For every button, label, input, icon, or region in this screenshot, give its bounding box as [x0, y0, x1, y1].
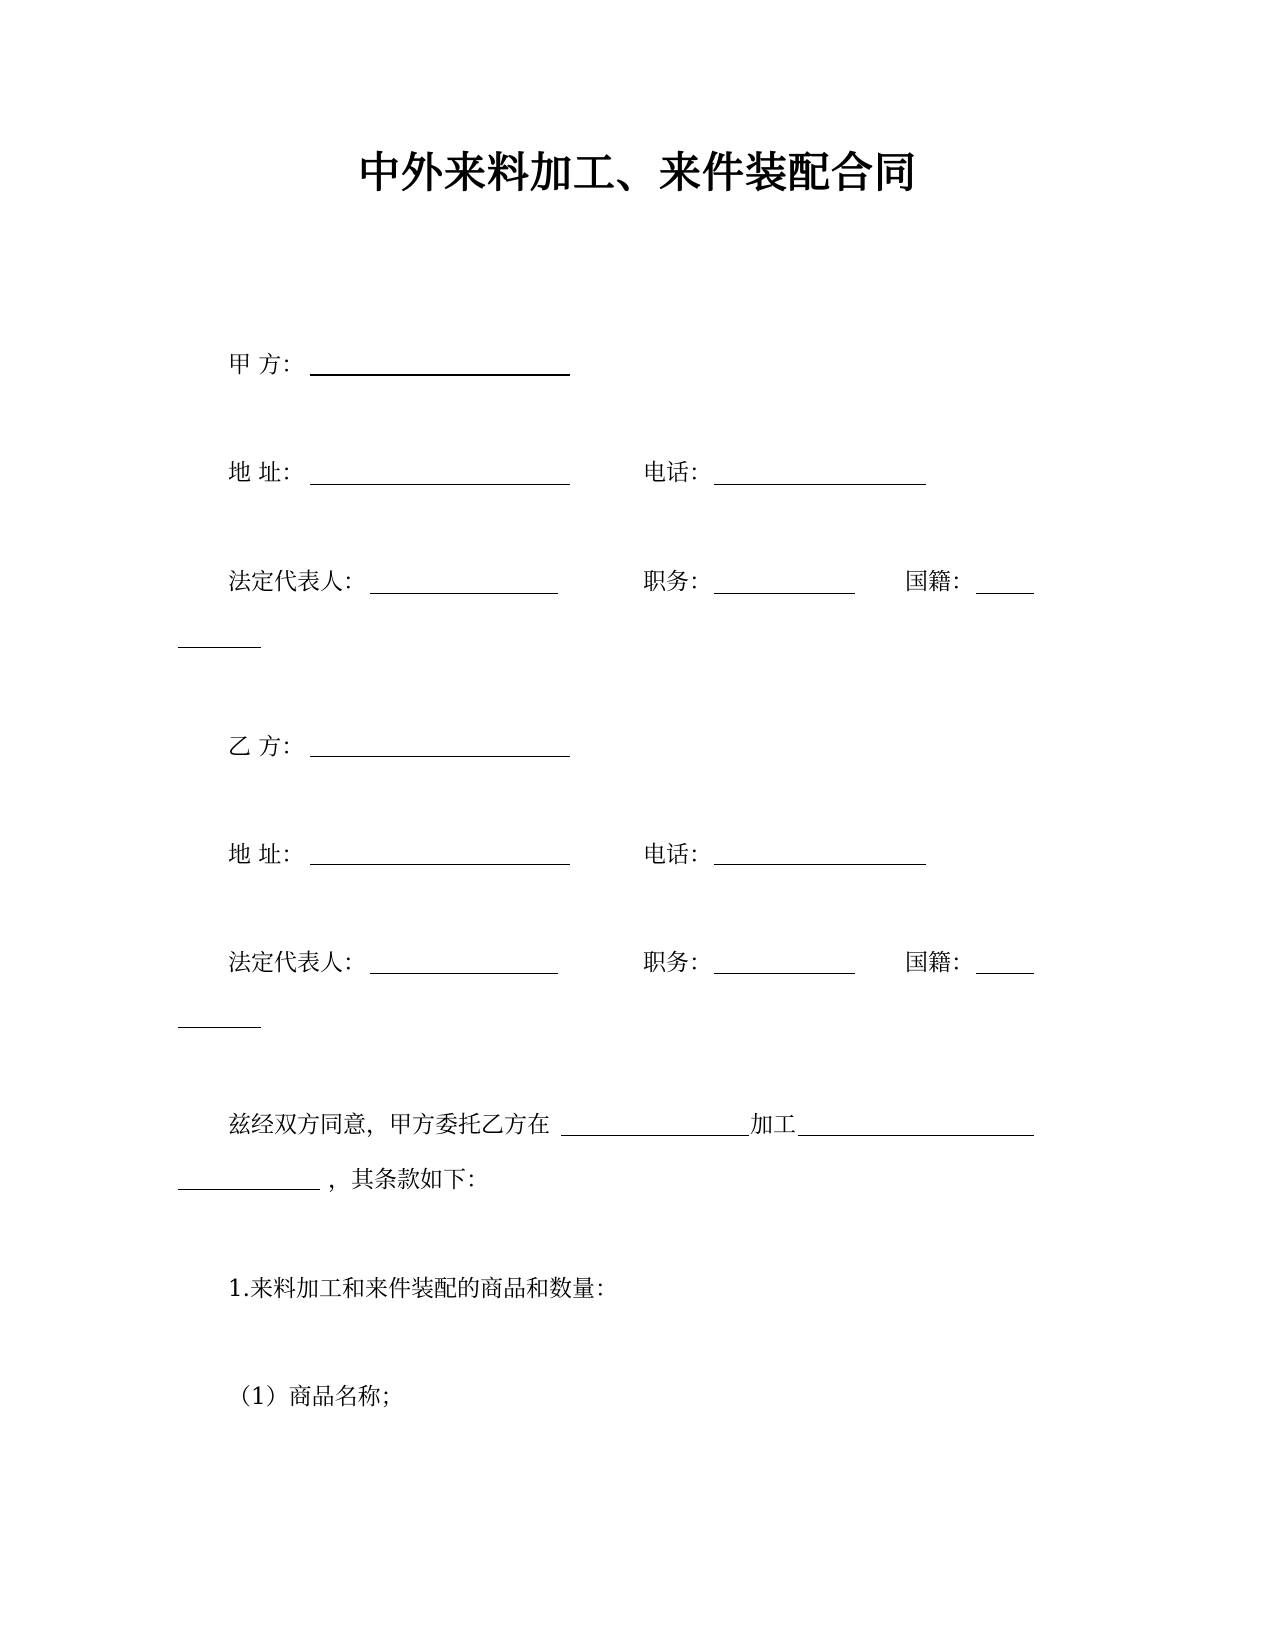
intro-text-1: 兹经双方同意，甲方委托乙方在 [228, 1112, 550, 1138]
intro-text-2: 加工 [750, 1112, 796, 1138]
clause-1-item-1: （1）商品名称； [228, 1384, 404, 1410]
party-b-blank[interactable] [310, 756, 570, 757]
party-a-legal-rep-label: 法定代表人： [228, 569, 366, 595]
party-b-nationality-blank-cont[interactable] [178, 1027, 261, 1028]
party-b-address-label: 地 址： [228, 842, 305, 868]
party-a-address-blank[interactable] [310, 484, 570, 485]
party-b-label: 乙 方： [228, 734, 305, 760]
party-b-nationality-label: 国籍： [905, 950, 974, 976]
party-a-position-blank[interactable] [714, 593, 855, 594]
party-a-nationality-blank[interactable] [976, 593, 1034, 594]
party-a-nationality-label: 国籍： [905, 569, 974, 595]
party-a-position-label: 职务： [643, 569, 712, 595]
intro-text-3: ，其条款如下： [328, 1167, 489, 1193]
party-a-legal-rep-blank[interactable] [370, 593, 558, 594]
party-b-nationality-blank[interactable] [976, 973, 1034, 974]
processing-item-blank-cont[interactable] [178, 1189, 320, 1190]
party-a-phone-blank[interactable] [714, 484, 926, 485]
party-b-position-blank[interactable] [714, 973, 855, 974]
party-b-address-blank[interactable] [310, 864, 570, 865]
processing-location-blank[interactable] [561, 1135, 749, 1136]
party-a-blank[interactable] [310, 374, 570, 376]
party-a-phone-label: 电话： [643, 460, 712, 486]
document-title: 中外来料加工、来件装配合同 [357, 148, 917, 197]
party-b-legal-rep-blank[interactable] [370, 973, 558, 974]
party-a-address-label: 地 址： [228, 460, 305, 486]
processing-item-blank[interactable] [798, 1135, 1034, 1136]
party-a-nationality-blank-cont[interactable] [178, 647, 261, 648]
party-b-phone-label: 电话： [643, 842, 712, 868]
clause-1-heading: 1.来料加工和来件装配的商品和数量： [228, 1276, 618, 1302]
party-b-phone-blank[interactable] [714, 864, 926, 865]
party-a-label: 甲 方： [228, 352, 305, 378]
party-b-legal-rep-label: 法定代表人： [228, 950, 366, 976]
party-b-position-label: 职务： [643, 950, 712, 976]
